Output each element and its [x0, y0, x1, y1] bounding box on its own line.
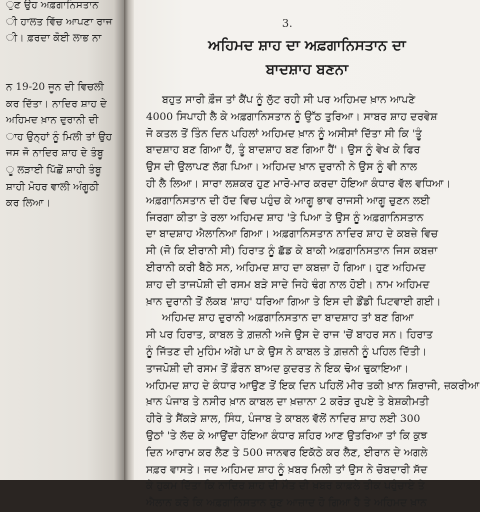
left-page-line: ੂ ਲੜਾਈ ਪਿੱਛੋਂ ਸ਼ਾਹੀ ਤੰਬੂ [6, 164, 102, 176]
paragraph-line: ਸਫ਼ਰ ਵਾਸਤੇ। ਜਦ ਅਹਿਮਦ ਸ਼ਾਹ ਨੂੰ ਖ਼ਬਰ ਮਿਲੀ ਤਾਂ ਉਸ ਨੇ ਚੋਬਦਾਰੀ ਸੱਦ [146, 463, 428, 476]
paragraph-line: ਅਹਿਮਦ ਸ਼ਾਹ ਦੇ ਕੰਧਾਰ ਆਉਣ ਤੋਂ ਇਕ ਦਿਨ ਪਹਿਲੋਂ ਮੀਰ ਤਕੀ ਖ਼ਾਨ ਸ਼ਿਰਾਜੀ, ਜ਼ਕਰੀਆ [146, 379, 480, 392]
book-gutter [124, 0, 134, 480]
page-number: 3. [282, 17, 293, 30]
paragraph-line: ਐਲਾਨ ਕਰੇ ਕਿ ਅਫ਼ਗਾਨਿਸਤਾਨ ਹੁਣ ਆਜ਼ਾਦ ਹੋ ਗਿਆ ਹੈ ਤੇ ਅਹਿਮਦ ਖ਼ਾਨ [146, 497, 427, 510]
paragraph-line: ਖ਼ਾਨ ਪੰਜਾਬ ਤੇ ਨਸੀਰ ਖ਼ਾਨ ਕਾਬਲ ਦਾ ਖ਼ਜ਼ਾਨਾ 2 ਕਰੋੜ ਰੁਪਏ ਤੇ ਬੇਸ਼ਕੀਮਤੀ [146, 396, 429, 409]
paragraph-line: ਖ਼ਾਨ ਦੁਰਾਨੀ ਤੋਂ ਲੱਕਬ 'ਸ਼ਾਹ' ਧਰਿਆ ਗਿਆ ਤੇ ਇਸ ਦੀ ਡੌਂਡੀ ਪਿਟਵਾਈ ਗਈ। [146, 295, 441, 308]
left-page-line: ਕਰ ਲਿਆ। [6, 198, 51, 210]
left-page-line: ੁਣ ਉਹ ਅਫ਼ਗਾਨਿਸਤਾਨ [6, 0, 99, 11]
paragraph-line: ਤਾਜਪੋਸ਼ੀ ਦੀ ਰਸਮ ਤੋਂ ਫ਼ੌਰਨ ਬਾਅਦ ਕੁਦਰਤ ਨੇ ਇਕ ਢੋਅ ਢੁਕਾਇਆ। [146, 362, 409, 375]
left-page-line: ਾਹ ਉਨ੍ਹਾਂ ਨੂੰ ਮਿਲੀ ਤਾਂ ਉਹ [6, 131, 112, 143]
paragraph-line: 4000 ਸਿਪਾਹੀ ਲੈ ਕੇ ਅਫ਼ਗਾਨਿਸਤਾਨ ਨੂੰ ਉੱਠ ਤੁਰਿਆ। ਸਾਬਰ ਸ਼ਾਹ ਦਰਵੇਸ਼ [146, 110, 438, 123]
paragraph-line: ਅਫ਼ਗਾਨਿਸਤਾਨ ਦੀ ਹੱਦ ਵਿਚ ਪਹੁੰਚ ਕੇ ਆਗੂ ਭਾਵ ਰਾਜਸੀ ਆਗੂ ਚੁਣਨ ਲਈ [146, 194, 430, 207]
body-text [146, 92, 480, 512]
left-page-line: ੀ। ਫ਼ਰਦਾ ਕੋਈ ਲਾਭ ਨਾ [6, 33, 102, 45]
left-page-top-text [6, 0, 118, 48]
left-page-line: ਸ਼ਾਹੀ ਮੋਹਰ ਵਾਲੀ ਅੰਗੂਠੀ [6, 181, 99, 193]
paragraph-line: ਜੋ ਕਤਲ ਤੋਂ ਤਿੰਨ ਦਿਨ ਪਹਿਲਾਂ ਅਹਿਮਦ ਖ਼ਾਨ ਨੂੰ ਅਸੀਸਾਂ ਦਿੱਤਾ ਸੀ ਕਿ 'ਤੂੰ [146, 127, 422, 140]
left-page [0, 0, 124, 480]
paragraph-line: ਦਿਨ ਆਰਾਮ ਕਰ ਲੈਣ ਤੇ 500 ਜਾਨਵਰ ਇਕੱਠੇ ਕਰ ਲੈਣ, ਈਰਾਨ ਦੇ ਅਗਲੇ [146, 446, 428, 459]
paragraph-line: ਸੀ (ਜੋ ਕਿ ਈਰਾਨੀ ਸੀ) ਹਿਰਾਤ ਨੂੰ ਛੱਡ ਕੇ ਬਾਕੀ ਅਫ਼ਗਾਨਿਸਤਾਨ ਜਿਸ ਕਬਜ਼ਾ [146, 245, 438, 258]
chapter-title-line: ਬਾਦਸ਼ਾਹ ਬਣਨਾ [265, 61, 349, 78]
paragraph-line: ਬਾਦਸ਼ਾਹ ਬਣ ਗਿਆ ਹੈਂ, ਤੂੰ ਬਾਦਸ਼ਾਹ ਬਣ ਗਿਆ ਹੈਂ'। ਉਸ ਨੂੰ ਵੇਖ ਕੇ ਫਿਰ [146, 144, 421, 157]
paragraph-line: ਅਹਿਮਦ ਸ਼ਾਹ ਦੁਰਾਨੀ ਅਫ਼ਗਾਨਿਸਤਾਨ ਦਾ ਬਾਦਸ਼ਾਹ ਤਾਂ ਬਣ ਗਿਆ [162, 312, 414, 325]
paragraph-line: ਹੀ ਲੈ ਲਿਆ। ਸਾਰਾ ਲਸ਼ਕਰ ਹੁਣ ਮਾਰੋ-ਮਾਰ ਕਰਦਾ ਹੋਇਆ ਕੰਧਾਰ ਵੱਲ ਵਧਿਆ। [146, 177, 451, 190]
paragraph-line: ਕੇ ਹੁਕਮ ਦਿੱਤਾ ਕਿ ਨਾਦਿਰ ਸ਼ਾਹ ਦੀ ਮੌਤ ਦੀ ਖ਼ਬਰ ਕਾਫ਼ਲੇ ਤੀਕ ਪਹੁੰਚਾਏ ਤੇ [146, 480, 425, 493]
left-page-line: ਕਰ ਦਿੱਤਾ। ਨਾਦਿਰ ਸ਼ਾਹ ਦੇ [6, 98, 107, 110]
paragraph-line: ਉਸ ਦੀ ਉਲਾਪਣ ਲੱਗ ਪਿਆ। ਅਹਿਮਦ ਖ਼ਾਨ ਦੁਰਾਨੀ ਨੇ ਉਸ ਨੂੰ ਵੀ ਨਾਲ [146, 161, 418, 174]
paragraph-line: ਈਰਾਨੀ ਕਰੀ ਬੈਠੇ ਸਨ, ਅਹਿਮਦ ਸ਼ਾਹ ਦਾ ਕਬਜ਼ਾ ਹੋ ਗਿਆ। ਹੁਣ ਅਹਿਮਦ [146, 261, 426, 274]
paragraph-line: ਜਿਰਗਾ ਕੀਤਾ ਤੇ ਰਲਾ ਅਹਿਮਦ ਸ਼ਾਹ 'ਤੇ ਪਿਆ ਤੇ ਉਸ ਨੂੰ ਅਫ਼ਗਾਨਿਸਤਾਨ [146, 211, 424, 224]
paragraph-line: ਹੀਰੇ ਤੇ ਸੈਂਕੜੇ ਸ਼ਾਲ, ਸਿੰਧ, ਪੰਜਾਬ ਤੇ ਕਾਬਲ ਵੱਲੋਂ ਨਾਦਿਰ ਸ਼ਾਹ ਲਈ 300 [146, 413, 421, 426]
paragraph-line: ਉਠਾਂ 'ਤੇ ਲੱਦ ਕੇ ਆਉਂਦਾ ਹੋਇਆ ਕੰਧਾਰ ਸ਼ਹਿਰ ਆਣ ਉਤਰਿਆ ਤਾਂ ਕਿ ਕੁਝ [146, 429, 428, 442]
chapter-title [134, 34, 480, 82]
left-page-line: ਨ 19-20 ਜੂਨ ਦੀ ਵਿਚਲੀ [6, 82, 104, 93]
paragraph-line: ਦਾ ਬਾਦਸ਼ਾਹ ਐਲਾਨਿਆ ਗਿਆ। ਅਫ਼ਗਾਨਿਸਤਾਨ ਨਾਦਿਰ ਸ਼ਾਹ ਦੇ ਕਬਜ਼ੇ ਵਿਚ [146, 228, 439, 241]
chapter-title-line: ਅਹਿਮਦ ਸ਼ਾਹ ਦਾ ਅਫ਼ਗਾਨਿਸਤਾਨ ਦਾ [208, 37, 406, 54]
paragraph-line: ਨੂੰ ਜਿੱਤਣ ਦੀ ਮੁਹਿੰਮ ਅੱਗੇ ਪਾ ਕੇ ਉਸ ਨੇ ਕਾਬਲ ਤੇ ਗ਼ਜ਼ਨੀ ਨੂੰ ਪਹਿਲ ਦਿੱਤੀ। [146, 345, 427, 358]
paragraph-line: ਸੀ ਪਰ ਹਿਰਾਤ, ਕਾਬਲ ਤੇ ਗ਼ਜ਼ਨੀ ਅਜੇ ਉਸ ਦੇ ਰਾਜ 'ਚੋਂ ਬਾਹਰ ਸਨ। ਹਿਰਾਤ [146, 329, 433, 342]
left-page-line: ੀ ਹਾਲਤ ਵਿੱਚ ਆਪਣਾ ਰਾਜ [6, 16, 113, 28]
left-page-line: ਜਸ ਜੋ ਨਾਦਿਰ ਸ਼ਾਹ ਦੇ ਤੰਬੂ [6, 148, 104, 160]
right-page [134, 0, 480, 510]
left-page-line: ਅਹਿਮਦ ਖ਼ਾਨ ਦੁਰਾਨੀ ਦੀ [6, 115, 99, 127]
paragraph-line: ਸ਼ਾਹ ਦੀ ਤਾਜਪੋਸ਼ੀ ਦੀ ਰਸਮ ਬੜੇ ਸਾਦੇ ਜਿਹੇ ਢੰਗ ਨਾਲ ਹੋਈ। ਨਾਮ ਅਹਿਮਦ [146, 278, 430, 291]
paragraph-line: ਬਹੁਤ ਸਾਰੀ ਫ਼ੌਜ ਤਾਂ ਕੈਂਪ ਨੂੰ ਲੁੱਟ ਰਹੀ ਸੀ ਪਰ ਅਹਿਮਦ ਖ਼ਾਨ ਆਪਣੇ [162, 94, 416, 106]
left-page-bottom-text [6, 80, 118, 213]
